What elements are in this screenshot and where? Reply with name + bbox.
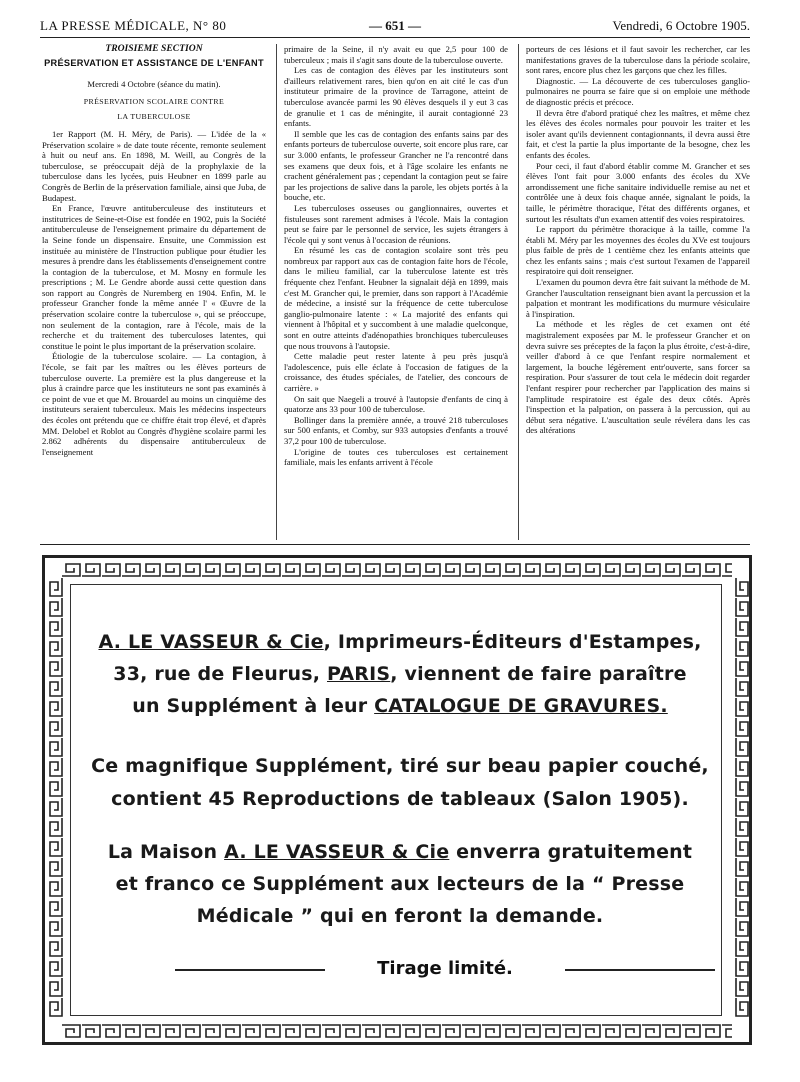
paragraph: L'origine de toutes ces tuberculoses est certainement familiale, mais les enfants arrivent à l'école xyxy=(284,446,508,468)
column-divider xyxy=(518,44,519,540)
advert-text: enverra gratuitement xyxy=(449,841,693,863)
paragraph: Cette maladie peut rester latente à peu près jusqu'à l'adolescence, puis elle éclate à l'occasion de fatigues de la croissance, des études spéciales, de l'atelier, des concours de carrière. » xyxy=(284,351,508,393)
paragraph: porteurs de ces lésions et il faut savoir les rechercher, car les manifestations graves de la tuberculose dans la période scolaire, sont rares, encore plus chez les garçons que chez les filles. xyxy=(526,44,750,76)
paragraph: Diagnostic. — La découverte de ces tuberculoses ganglio-pulmonaires ne pourra se faire que si on emploie une méthode de diagnostic précis et précoce. xyxy=(526,75,750,107)
advert-catalogue-title: CATALOGUE DE GRAVURES. xyxy=(374,695,668,717)
tirage-label: Tirage limité. xyxy=(377,958,513,979)
paragraph: Les tuberculoses osseuses ou ganglionnaires, ouvertes et fistuleuses sont rarement admises à l'école. Mais la contagion peut se faire par le personnel de service, les sujets étrangers à l'école qui y sont venus à l'occasion de réunions. xyxy=(284,202,508,245)
page-number: — 651 — xyxy=(369,18,421,33)
advert-line-2 xyxy=(80,662,720,686)
article-subtitle-2: LA TUBERCULOSE xyxy=(117,112,191,122)
paragraph: L'examen du poumon devra être fait suivant la méthode de M. Grancher l'auscultation renseignant bien avant la percussion et la palpation et montrant les modifications du murmure vésiculaire à l'inspiration. xyxy=(526,277,750,319)
page-header xyxy=(40,14,750,36)
paragraph: Le rapport du périmètre thoracique à la taille, comme l'a établi M. Méry par les moyennes des écoles du XVe est toujours plus faible de près de 1 centième chez les enfants atteints que chez les enfants sains ; mais c'est surtout l'examen de l'appareil respiratoire qui doit renseigner. xyxy=(526,224,750,277)
section-title: PRÉSERVATION ET ASSISTANCE DE L'ENFANT xyxy=(44,57,264,68)
header-rule xyxy=(40,37,750,38)
advert-city: PARIS xyxy=(327,663,391,685)
paragraph: Étiologie de la tuberculose scolaire. — La contagion, à l'école, se fait par les maîtres ou les élèves porteurs de tuberculose ouverte. La première est la plus dangereuse et la plus à craindre parce que les instituteurs ne sont pas examinés à ce point de vue et que M. Brouardel au moins un cinquième des instituteurs seraient tuberculeux. Mais les médecins inspecteurs des écoles ont prétendu que ce chiffre était trop élevé, et d'après MM. Delobel et Roblot au Congrès d'hygiène scolaire parmi les 2.862 adhérents du dispensaire antituberculeux de l'enseignement xyxy=(42,351,266,457)
advert-text: La Maison xyxy=(107,841,225,863)
advert-text: , viennent de faire paraître xyxy=(390,663,687,685)
greek-key-border-left xyxy=(48,578,64,1018)
paragraph: Les cas de contagion des élèves par les instituteurs sont d'ailleurs relativement rares, bien qu'on en ait cité le cas d'un instituteur primaire de la province de Tarragone, atteint de tuberculose avancée parmi les 90 élèves desquels il y eut 3 cas de granulie et 1 cas de méningite, il aurait contagionné 23 enfants. xyxy=(284,65,508,129)
advert-company-name: A. LE VASSEUR & Cie xyxy=(224,841,450,863)
advert-company-name: A. LE VASSEUR & Cie xyxy=(98,631,324,653)
article-column-1 xyxy=(42,44,266,540)
paragraph: Bollinger dans la première année, a trouvé 218 tuberculoses sur 500 enfants, et Comby, sur 933 autopsies d'enfants a trouvé 37,2 pour 100 de tuberculose. xyxy=(284,414,508,446)
advert-text: un Supplément à leur xyxy=(132,695,375,717)
advert-line-3 xyxy=(80,694,720,718)
paragraph: Il semble que les cas de contagion des enfants sains par des enfants porteurs de tuberculose ouverte, soit encore plus rare, car sur 3.000 enfants, le professeur Grancher ne l'a rencontré dans ses examens que deux fois, et à l'âge scolaire les enfants ne crachent généralement pas ; cependant la contagion peut se faire par les projections de salive dans la parole, les objets portés à la bouche, etc. xyxy=(284,128,508,203)
paragraph: On sait que Naegeli a trouvé à l'autopsie d'enfants de cinq à quatorze ans 33 pour 100 de tuberculose. xyxy=(284,393,508,415)
paragraph: Pour ceci, il faut d'abord établir comme M. Grancher et ses élèves l'ont fait pour 3.000 enfants des écoles du XVe arrondissement une fiche sanitaire individuelle remise au net et contrôlée une à deux fois chaque année, signalant le poids, la taille, le périmètre thoracique, l'état des différents organes, et surtout les résultats d'un examen attentif des voies respiratoires. xyxy=(526,160,750,224)
paragraph: En résumé les cas de contagion scolaire sont très peu nombreux par rapport aux cas de contagion faite hors de l'école, dans le milieu familial, car la tuberculose latente est très fréquente chez l'enfant. Heubner la signalait déjà en 1899, mais c'est M. Grancher qui, le premier, dans son rapport à l'Académie de médecine, a insisté sur la fréquence de cette tuberculose ganglio-pulmonaire latente : « La majorité des enfants qui viennent à l'hôpital et y succombent à une maladie quelconque, sont en outre atteints d'adénopathies bronchiques tuberculeuses que nous trouvons à l'autopsie. xyxy=(284,245,508,351)
greek-key-border-bottom xyxy=(62,1023,732,1039)
article-column-3 xyxy=(526,44,750,540)
paragraph: primaire de la Seine, il n'y avait eu que 2,5 pour 100 de tuberculeux ; mais il s'agit sans doute de la tuberculose ouverte. xyxy=(284,44,508,65)
greek-key-border-top xyxy=(62,562,732,578)
advert-line-7: et franco ce Supplément aux lecteurs de la “ Presse xyxy=(115,873,685,895)
advert-line-8: Médicale ” qui en feront la demande. xyxy=(196,905,604,927)
paragraph: En France, l'œuvre antituberculeuse des instituteurs et institutrices de Seine-et-Oise est fondée en 1902, puis la Société antituberculeuse de l'enseignement primaire du département de la Seine fonde un dispensaire. Ensuite, une Commission est instituée au ministère de l'Instruction publique pour étudier les mesures à prendre dans les établissements d'enseignement contre la contagion de la tuberculose, et M. Mosny en formule les prescriptions ; M. Le Gendre aborde aussi cette question dans son rapport au Congrès de Nuremberg en 1904. Enfin, M. le professeur Grancher fonde la même année l' « Œuvre de la préservation scolaire contre la tuberculose », qui se préoccupe, non seulement de la contagion, rare à l'école, mais de la recherche et du traitement des tuberculoses latentes, qui constitue le point le plus important de la préservation scolaire. xyxy=(42,203,266,351)
section-label: TROISIÈME SECTION xyxy=(105,44,203,54)
session-date: Mercredi 4 Octobre (séance du matin). xyxy=(87,79,221,90)
paragraph: 1er Rapport (M. H. Méry, de Paris). — L'idée de la « Préservation scolaire » de date toute récente, remonte seulement à huit ou neuf ans. En 1898, M. Weill, au Congrès de la tuberculose, se préoccupait déjà de la prophylaxie de la tuberculose dans les lycées, puis Heubner en 1899 parle au Congrès de Berlin de la préservation familiale, ainsi que Juba, de Budapest. xyxy=(42,128,266,203)
article-subtitle-1: PRÉSERVATION SCOLAIRE CONTRE xyxy=(83,96,225,106)
advert-text: , Imprimeurs-Éditeurs d'Estampes, xyxy=(323,631,702,653)
advert-line-1 xyxy=(80,630,720,654)
advert-line-5: contient 45 Reproductions de tableaux (Salon 1905). xyxy=(111,788,689,810)
paragraph: Il devra être d'abord pratiqué chez les maîtres, et même chez les élèves des écoles normales pour pouvoir les traiter et les isoler avant qu'ils deviennent contagionnants, il devra aussi être fait, et c'est la partie la plus importante de la besogne, chez les enfants des écoles. xyxy=(526,107,750,160)
article-bottom-rule xyxy=(40,544,750,545)
paragraph: La méthode et les règles de cet examen ont été magistralement exposées par M. le professeur Grancher et on devra suivre ses préceptes de la façon la plus étroite, c'est-à-dire, veiller d'abord à ce que l'enfant respire normalement et largement, la bouche légèrement entr'ouverte, sans forcer sa respiration. Pour s'assurer de tout cela le médecin doit regarder l'enfant respirer pour rechercher par l'application des mains si l'amplitude respiratoire est égale des deux côtés. Après l'inspection et la palpation, on passera à la percussion, qui au début sera négative. L'auscultation seule révélera dans les cas des altérations xyxy=(526,319,750,436)
column-divider xyxy=(276,44,277,540)
advert-line-6 xyxy=(80,840,720,864)
greek-key-border-right xyxy=(734,578,750,1018)
journal-name: LA PRESSE MÉDICALE, N° 80 xyxy=(40,18,227,33)
article-column-2 xyxy=(284,44,508,540)
advert-text: 33, rue de Fleurus, xyxy=(113,663,327,685)
advert-line-4: Ce magnifique Supplément, tiré sur beau papier couché, xyxy=(91,755,709,777)
advert-limited-print xyxy=(175,958,715,980)
issue-date: Vendredi, 6 Octobre 1905. xyxy=(612,18,750,33)
